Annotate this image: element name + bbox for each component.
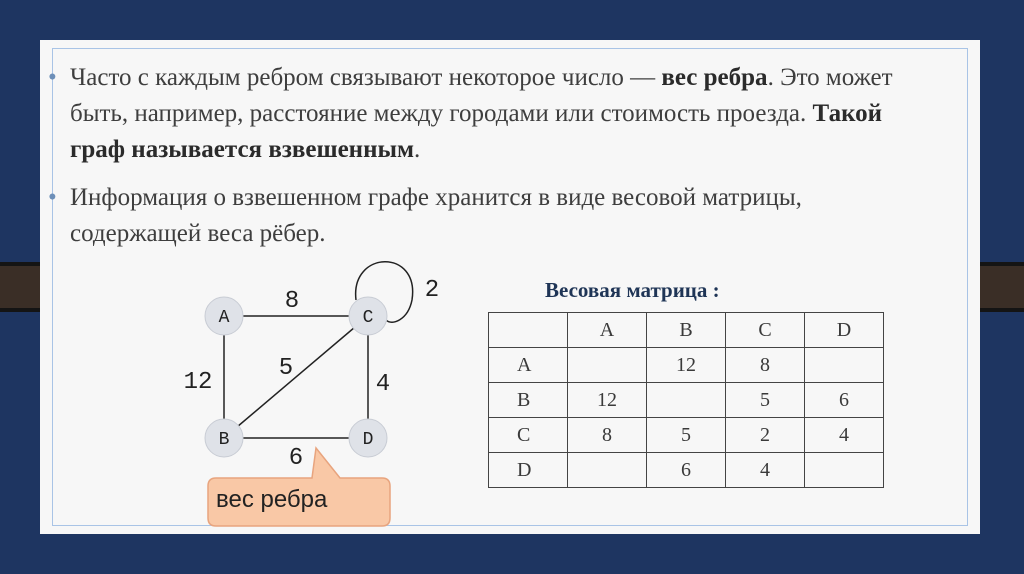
bullet1-term-weighted-graph: Такой граф называется взвешенным: [70, 100, 883, 163]
table-header-row: [489, 313, 884, 348]
weight-a-b: 12: [183, 369, 213, 396]
header-cell: C: [726, 313, 805, 348]
header-cell: A: [568, 313, 647, 348]
table-row: [489, 348, 884, 383]
header-cell: D: [805, 313, 884, 348]
table-cell: 12: [568, 383, 647, 418]
node-c: [349, 297, 387, 335]
table-cell: 8: [568, 418, 647, 453]
weight-c-d: 4: [375, 371, 391, 398]
weight-matrix-table: [488, 312, 884, 488]
header-cell: B: [647, 313, 726, 348]
bullet1-term-edge-weight: вес ребра: [661, 64, 768, 91]
table-cell: 6: [805, 383, 884, 418]
row-header: A: [489, 348, 568, 383]
bullet1-part3: . Это может быть, например, расстояние между городами или стоимость проезда.: [70, 64, 893, 127]
table-row: [489, 453, 884, 488]
row-header: C: [489, 418, 568, 453]
table-row: [489, 418, 884, 453]
bullet1-part5: .: [414, 136, 421, 163]
node-d: [349, 419, 387, 457]
node-a-label: A: [218, 308, 230, 328]
table-cell: 5: [647, 418, 726, 453]
edge-b-c: [224, 316, 368, 438]
matrix-title: Весовая матрица :: [545, 278, 720, 302]
bullet-dot-icon: •: [48, 64, 57, 91]
weight-a-c: 8: [284, 288, 300, 315]
table-cell: 12: [647, 348, 726, 383]
table-cell: 6: [647, 453, 726, 488]
table-cell: [805, 348, 884, 383]
node-b-label: B: [218, 430, 230, 450]
bullet-dot-icon: •: [48, 184, 57, 211]
bullet1-part1: Часто с каждым ребром связывают некоторое число —: [70, 64, 662, 91]
node-c-label: C: [362, 308, 374, 328]
table-cell: 8: [726, 348, 805, 383]
row-header: D: [489, 453, 568, 488]
node-d-label: D: [362, 430, 374, 450]
bullet2-text: Информация о взвешенном графе хранится в виде весовой матрицы, содержащей веса рёбер.: [70, 184, 802, 247]
header-corner: [489, 313, 568, 348]
table-cell: 4: [805, 418, 884, 453]
node-b: [205, 419, 243, 457]
table-cell: [568, 348, 647, 383]
callout-edge-weight-label: вес ребра: [216, 486, 328, 513]
table-cell: [647, 383, 726, 418]
table-cell: [568, 453, 647, 488]
node-a: [205, 297, 243, 335]
weight-b-c: 5: [278, 355, 294, 382]
table-cell: 2: [726, 418, 805, 453]
weight-b-d: 6: [288, 445, 304, 472]
weight-c-loop: 2: [424, 277, 440, 304]
table-cell: 4: [726, 453, 805, 488]
table-cell: [805, 453, 884, 488]
table-row: [489, 383, 884, 418]
row-header: B: [489, 383, 568, 418]
table-cell: 5: [726, 383, 805, 418]
